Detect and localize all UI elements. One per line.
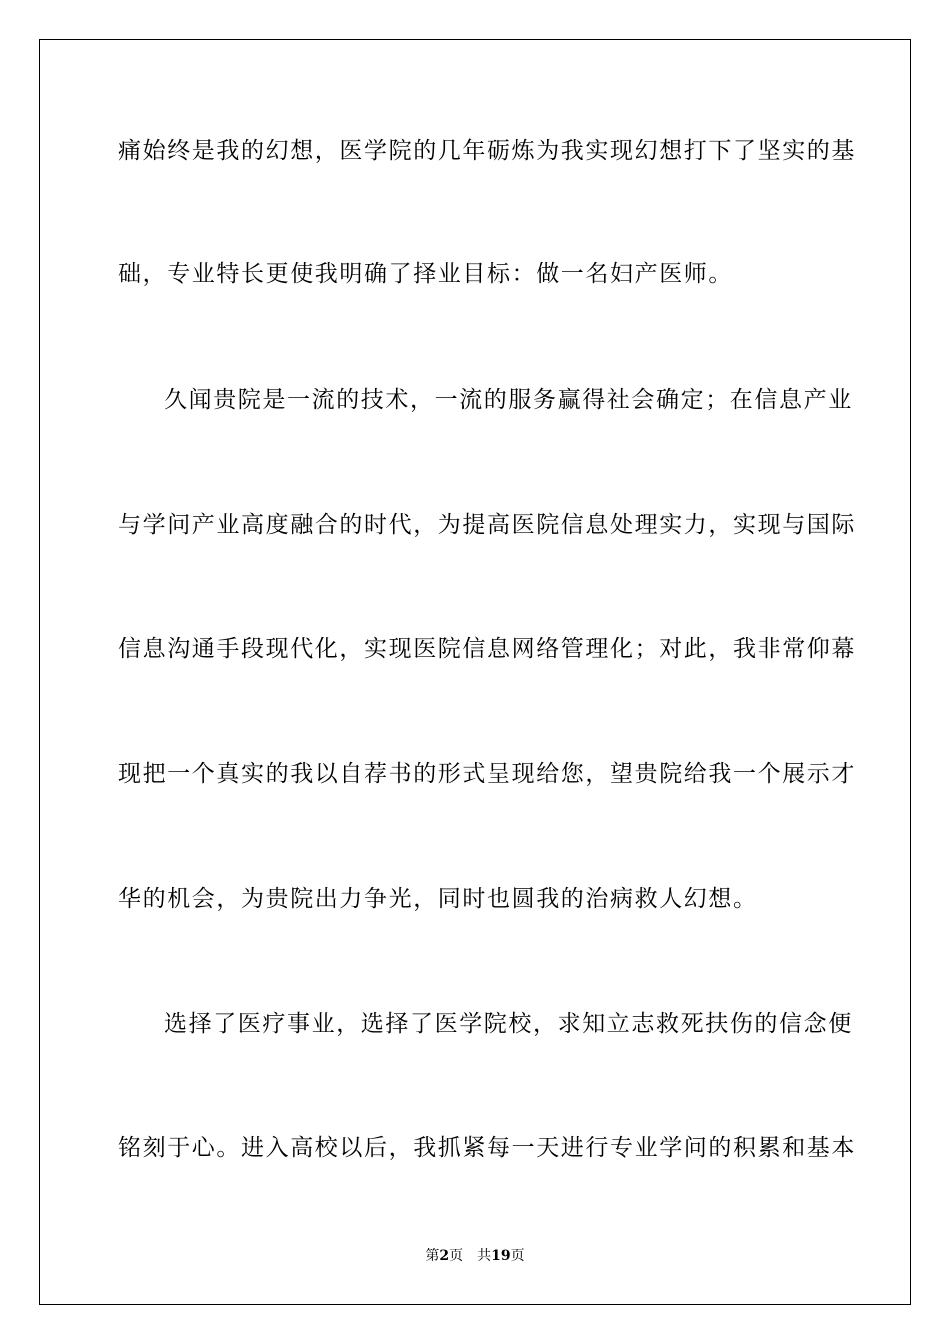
body-text-line: 信息沟通手段现代化，实现医院信息网络管理化；对此，我非常仰幕	[118, 636, 856, 662]
page-footer	[0, 1247, 950, 1265]
paragraph-start-line: 久闻贵院是一流的技术，一流的服务赢得社会确定；在信息产业	[164, 387, 853, 413]
total-prefix: 共	[477, 1248, 492, 1264]
body-text-line: 痛始终是我的幻想，医学院的几年砺炼为我实现幻想打下了坚实的基	[118, 138, 856, 164]
paragraph-start-line: 选择了医疗事业，选择了医学院校，求知立志救死扶伤的信念便	[164, 1011, 853, 1037]
body-text-line: 铭刻于心。进入高校以后，我抓紧每一天进行专业学问的积累和基本	[118, 1135, 856, 1161]
page-total: 19	[491, 1248, 511, 1264]
page-suffix: 页	[449, 1248, 464, 1264]
body-text-line: 与学问产业高度融合的时代，为提高医院信息处理实力，实现与国际	[118, 512, 856, 538]
total-suffix: 页	[510, 1248, 525, 1264]
page-prefix: 第	[425, 1248, 440, 1264]
page-number: 2	[439, 1248, 450, 1264]
body-text-line: 现把一个真实的我以自荐书的形式呈现给您，望贵院给我一个展示才	[118, 761, 856, 787]
page-border	[39, 39, 911, 1305]
body-text-line: 础，专业特长更使我明确了择业目标：做一名妇产医师。	[118, 261, 733, 287]
body-text-line: 华的机会，为贵院出力争光，同时也圆我的治病救人幻想。	[118, 886, 758, 912]
